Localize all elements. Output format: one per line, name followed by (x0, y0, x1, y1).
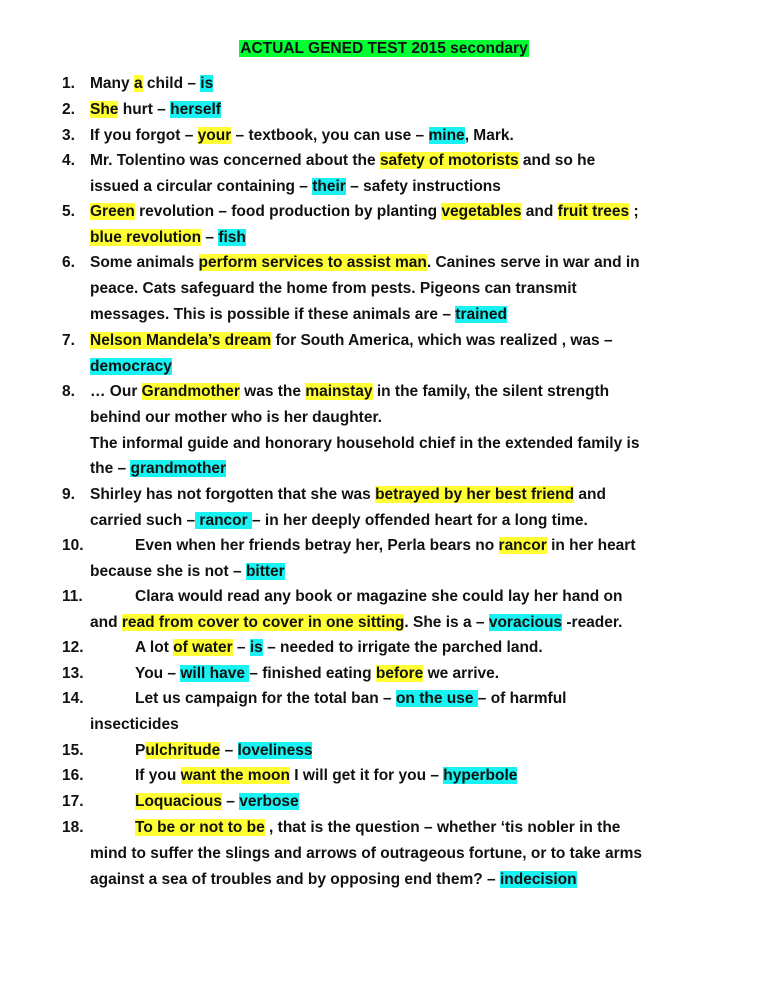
highlight-yellow: want the moon (180, 767, 290, 784)
text: Even when her friends betray her, Perla bears no (135, 537, 499, 554)
text: hurt – (118, 101, 171, 118)
question-1 (62, 71, 712, 97)
highlight-cyan: rancor (195, 511, 252, 529)
text: – (221, 793, 240, 810)
item-number: 11. (62, 588, 83, 605)
item-number: 8. (62, 383, 75, 400)
text: child – (142, 75, 201, 92)
text: Mr. Tolentino was concerned about the (90, 152, 380, 169)
item-number: 17. (62, 793, 84, 810)
text: – in her deeply offended heart for a long time. (251, 511, 588, 529)
text: mind to suffer the slings and arrows of outrageous fortune, or to take arms (90, 844, 643, 862)
question-12 (62, 635, 712, 661)
text: the – (90, 460, 131, 478)
text: issued a circular containing – (90, 177, 313, 195)
highlight-yellow: Grandmother (141, 383, 240, 400)
text: against a sea of troubles and by opposing end them? – (90, 870, 500, 888)
item-number: 6. (62, 254, 75, 271)
text: The informal guide and honorary household chief in the extended family is (90, 434, 640, 452)
highlight-yellow: Nelson Mandela’s dream (90, 332, 272, 349)
text: – of harmful (477, 690, 567, 707)
text: Clara would read any book or magazine she could lay her hand on (135, 588, 623, 605)
item-number: 10. (62, 537, 84, 554)
question-11 (62, 584, 712, 636)
item-number: 7. (62, 332, 75, 349)
item-number: 3. (62, 127, 75, 144)
text: carried such – (90, 511, 196, 529)
highlight-yellow: safety of motorists (379, 152, 519, 169)
question-18 (62, 815, 712, 892)
text: and (574, 486, 606, 503)
highlight-yellow: a (133, 75, 143, 92)
text: behind our mother who is her daughter. (90, 408, 382, 426)
question-13 (62, 661, 712, 687)
item-number: 18. (62, 819, 84, 836)
question-5 (62, 199, 712, 251)
item-number: 13. (62, 665, 84, 682)
highlight-yellow: Green (90, 203, 135, 220)
highlight-cyan: democracy (90, 357, 172, 375)
text: -reader. (562, 613, 623, 631)
text: If you (135, 767, 181, 784)
highlight-yellow: before (375, 665, 424, 682)
highlight-yellow: To be or not to be (135, 819, 265, 836)
highlight-yellow: ulchritude (145, 742, 221, 759)
highlight-yellow: rancor (498, 537, 547, 554)
highlight-cyan: fish (218, 228, 246, 246)
text: – needed to irrigate the parched land. (262, 639, 543, 656)
highlight-cyan: indecision (499, 870, 577, 888)
highlight-yellow: betrayed by her best friend (375, 486, 575, 503)
text: in the family, the silent strength (372, 383, 610, 400)
text: – (232, 639, 250, 656)
highlight-yellow: blue revolution (90, 228, 202, 246)
text: for South America, which was realized , was – (271, 332, 613, 349)
question-8 (62, 379, 712, 482)
text: , Mark. (464, 127, 514, 144)
text: – finished eating (249, 665, 376, 682)
text: , that is the question – whether ‘tis nobler in the (264, 819, 621, 836)
text: . Canines serve in war and in (426, 254, 640, 271)
text: messages. This is possible if these animals are – (90, 305, 456, 323)
highlight-cyan: grandmother (130, 460, 227, 478)
item-number: 1. (62, 75, 75, 92)
text: because she is not – (90, 562, 246, 580)
question-4 (62, 148, 712, 200)
highlight-cyan: on the use (395, 690, 478, 707)
text: Let us campaign for the total ban – (135, 690, 396, 707)
text: and (521, 203, 558, 220)
text: … Our (90, 383, 142, 400)
highlight-cyan: verbose (239, 793, 299, 810)
text: – textbook, you can use – (231, 127, 429, 144)
text: ; (629, 203, 639, 220)
highlight-cyan: herself (170, 101, 221, 118)
text: If you forgot – (90, 127, 198, 144)
question-15 (62, 738, 712, 764)
question-3 (62, 123, 712, 149)
highlight-yellow: perform services to assist man (198, 254, 427, 271)
text: A lot (135, 639, 174, 656)
highlight-cyan: loveliness (237, 742, 313, 759)
text: P (135, 742, 146, 759)
text: peace. Cats safeguard the home from pests. Pigeons can transmit (90, 279, 577, 297)
text: – safety instructions (345, 177, 501, 195)
text: Some animals (90, 254, 199, 271)
text: Shirley has not forgotten that she was (90, 486, 376, 503)
question-14 (62, 686, 712, 738)
item-number: 16. (62, 767, 84, 784)
highlight-yellow: read from cover to cover in one sitting (121, 613, 405, 631)
question-10 (62, 533, 712, 585)
highlight-cyan: their (312, 177, 346, 195)
text: and so he (518, 152, 596, 169)
highlight-yellow: fruit trees (557, 203, 630, 220)
item-number: 12. (62, 639, 84, 656)
text: – (220, 742, 238, 759)
highlight-yellow: of water (173, 639, 233, 656)
text: was the (239, 383, 306, 400)
text: we arrive. (423, 665, 500, 682)
highlight-cyan: is (249, 639, 263, 656)
text: . She is a – (404, 613, 489, 631)
highlight-yellow: She (90, 101, 119, 118)
title-highlight: ACTUAL GENED TEST 2015 secondary (240, 40, 528, 57)
highlight-yellow: vegetables (441, 203, 522, 220)
text: and (90, 613, 122, 631)
item-number: 9. (62, 486, 75, 503)
text: insecticides (90, 715, 179, 733)
item-number: 14. (62, 690, 84, 707)
item-number: 4. (62, 152, 75, 169)
question-2 (62, 97, 712, 123)
text: revolution – food production by planting (134, 203, 442, 220)
highlight-cyan: will have (180, 665, 250, 682)
item-number: 2. (62, 101, 75, 118)
highlight-cyan: is (200, 75, 214, 92)
highlight-cyan: voracious (488, 613, 563, 631)
text: You – (135, 665, 181, 682)
question-6 (62, 250, 712, 327)
text: in her heart (546, 537, 636, 554)
text: – (201, 228, 219, 246)
highlight-yellow: mainstay (305, 383, 373, 400)
highlight-yellow: your (197, 127, 232, 144)
text: I will get it for you – (290, 767, 444, 784)
page-title (0, 40, 768, 58)
highlight-yellow: Loquacious (135, 793, 222, 810)
item-number: 15. (62, 742, 84, 759)
text: Many (90, 75, 134, 92)
highlight-cyan: trained (455, 305, 507, 323)
highlight-cyan: mine (428, 127, 465, 144)
question-9 (62, 482, 712, 534)
question-17 (62, 789, 712, 815)
question-16 (62, 763, 712, 789)
question-7 (62, 328, 712, 380)
highlight-cyan: hyperbole (443, 767, 518, 784)
highlight-cyan: bitter (245, 562, 285, 580)
item-number: 5. (62, 203, 75, 220)
